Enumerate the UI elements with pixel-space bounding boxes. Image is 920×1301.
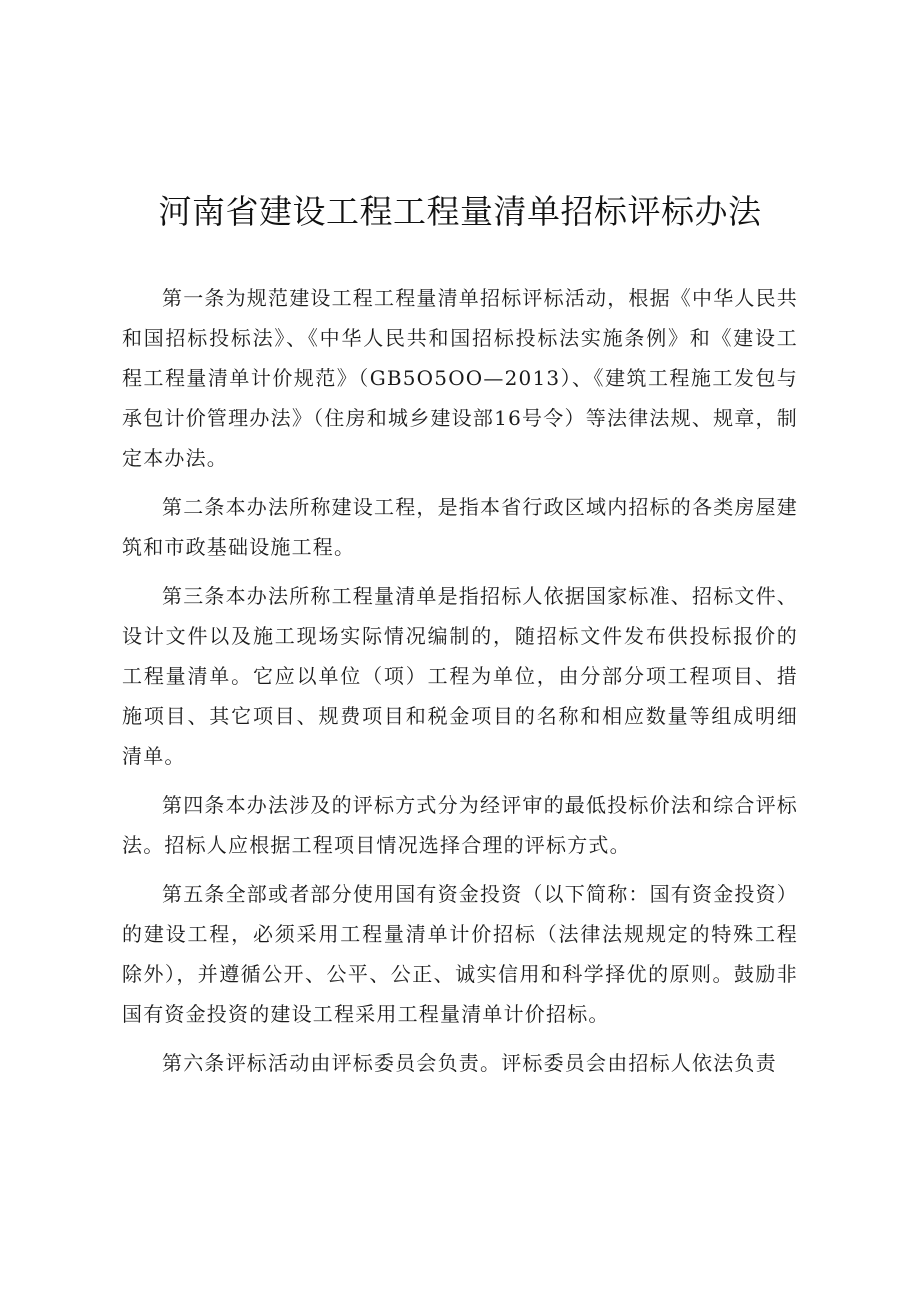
article-5: 第五条全部或者部分使用国有资金投资（以下简称：国有资金投资）的建设工程，必须采用工程量清单计价招标（法律法规规定的特殊工程除外），并遵循公开、公平、公正、诚实信用和科学择优的原则。鼓励非国有资金投资的建设工程采用工程量清单计价招标。 — [122, 882, 798, 1026]
article-3: 第三条本办法所称工程量清单是指招标人依据国家标准、招标文件、设计文件以及施工现场实际情况编制的，随招标文件发布供投标报价的工程量清单。它应以单位（项）工程为单位，由分部分项工程项目、措施项目、其它项目、规费项目和税金项目的名称和相应数量等组成明细清单。 — [122, 584, 798, 768]
document-body — [122, 278, 798, 1092]
document-title: 河南省建设工程工程量清单招标评标办法 — [158, 192, 762, 231]
article-2: 第二条本办法所称建设工程，是指本省行政区域内招标的各类房屋建筑和市政基础设施工程。 — [122, 495, 798, 559]
article-4: 第四条本办法涉及的评标方式分为经评审的最低投标价法和综合评标法。招标人应根据工程项目情况选择合理的评标方式。 — [122, 793, 798, 857]
article-6: 第六条评标活动由评标委员会负责。评标委员会由招标人依法负责 — [162, 1051, 777, 1075]
article-1: 第一条为规范建设工程工程量清单招标评标活动，根据《中华人民共和国招标投标法》、《中华人民共和国招标投标法实施条例》和《建设工程工程量清单计价规范》（GB5O5OO—2013）、《建筑工程施工发包与承包计价管理办法》（住房和城乡建设部16号令）等法律法规、规章，制定本办法。 — [122, 286, 798, 470]
